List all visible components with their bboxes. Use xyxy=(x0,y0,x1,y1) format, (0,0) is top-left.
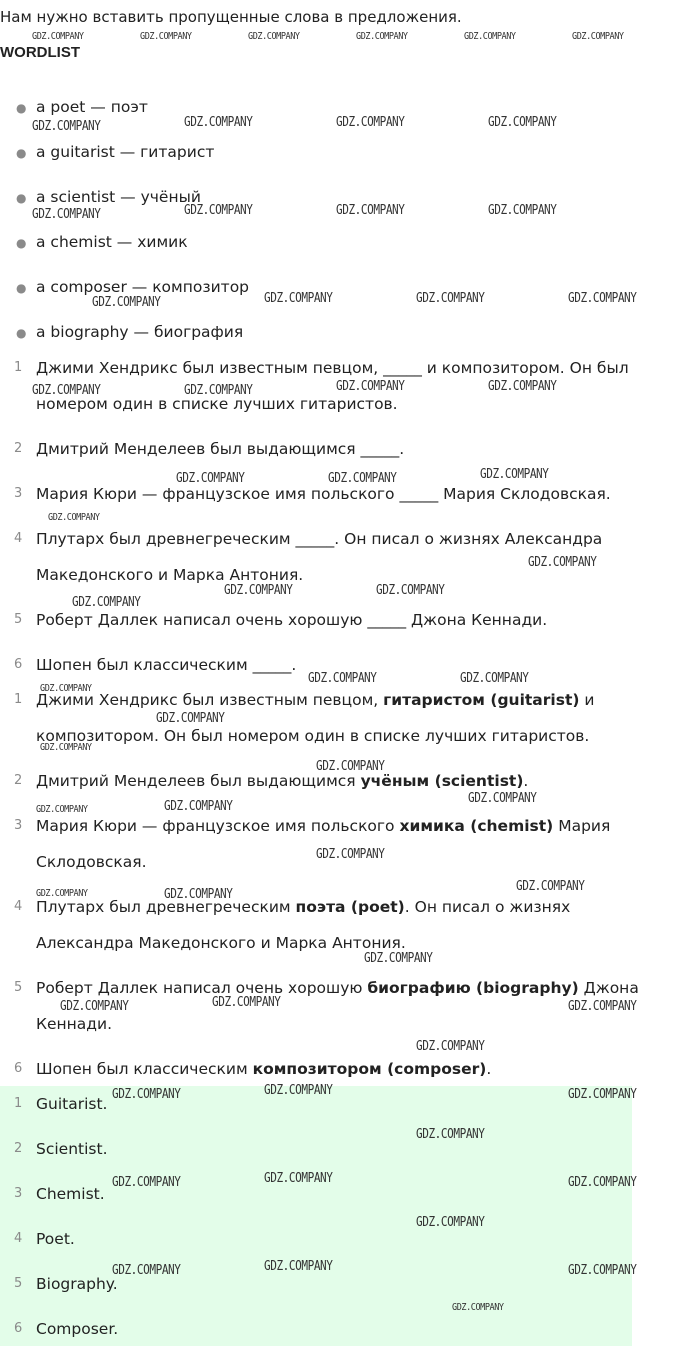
watermark: GDZ.COMPANY xyxy=(176,471,245,486)
watermark: GDZ.COMPANY xyxy=(184,203,253,218)
watermark: GDZ.COMPANY xyxy=(264,1259,333,1274)
watermark: GDZ.COMPANY xyxy=(336,203,405,218)
watermark: GDZ.COMPANY xyxy=(568,1175,637,1190)
wordlist-title: WORDLIST xyxy=(0,44,80,61)
watermark: GDZ.COMPANY xyxy=(264,1171,333,1186)
watermark: GDZ.COMPANY xyxy=(328,471,397,486)
watermark: GDZ.COMPANY xyxy=(140,31,192,42)
watermark: GDZ.COMPANY xyxy=(416,291,485,306)
watermark: GDZ.COMPANY xyxy=(464,31,516,42)
answers-highlight xyxy=(0,1086,632,1346)
watermark: GDZ.COMPANY xyxy=(212,995,281,1010)
watermark: GDZ.COMPANY xyxy=(184,383,253,398)
watermark: GDZ.COMPANY xyxy=(36,888,88,899)
watermark: GDZ.COMPANY xyxy=(32,207,101,222)
watermark: GDZ.COMPANY xyxy=(264,1083,333,1098)
watermark: GDZ.COMPANY xyxy=(568,1087,637,1102)
bullet-icon: ● xyxy=(16,236,27,250)
watermark: GDZ.COMPANY xyxy=(480,467,549,482)
watermark: GDZ.COMPANY xyxy=(60,999,129,1014)
wordlist-item: ● a composer — композитор xyxy=(16,278,250,296)
watermark: GDZ.COMPANY xyxy=(488,203,557,218)
watermark: GDZ.COMPANY xyxy=(488,379,557,394)
watermark: GDZ.COMPANY xyxy=(568,999,637,1014)
wordlist-item: ● a poet — поэт xyxy=(16,98,148,116)
wordlist-item: ● a scientist — учёный xyxy=(16,188,201,206)
watermark: GDZ.COMPANY xyxy=(568,291,637,306)
wordlist-item: ● a guitarist — гитарист xyxy=(16,143,215,161)
watermark: GDZ.COMPANY xyxy=(112,1087,181,1102)
watermark: GDZ.COMPANY xyxy=(112,1175,181,1190)
watermark: GDZ.COMPANY xyxy=(32,119,101,134)
watermark: GDZ.COMPANY xyxy=(156,711,225,726)
bullet-icon: ● xyxy=(16,281,27,295)
bullet-icon: ● xyxy=(16,326,27,340)
bullet-icon: ● xyxy=(16,101,27,115)
watermark: GDZ.COMPANY xyxy=(248,31,300,42)
wordlist-item: ● a biography — биография xyxy=(16,323,244,341)
wordlist-item: ● a chemist — химик xyxy=(16,233,188,251)
watermark: GDZ.COMPANY xyxy=(468,791,537,806)
watermark: GDZ.COMPANY xyxy=(364,951,433,966)
watermark: GDZ.COMPANY xyxy=(336,115,405,130)
watermark: GDZ.COMPANY xyxy=(92,295,161,310)
watermark: GDZ.COMPANY xyxy=(32,31,84,42)
watermark: GDZ.COMPANY xyxy=(40,683,92,694)
watermark: GDZ.COMPANY xyxy=(416,1127,485,1142)
watermark: GDZ.COMPANY xyxy=(164,799,233,814)
watermark: GDZ.COMPANY xyxy=(416,1039,485,1054)
watermark: GDZ.COMPANY xyxy=(316,759,385,774)
watermark: GDZ.COMPANY xyxy=(488,115,557,130)
watermark: GDZ.COMPANY xyxy=(308,671,377,686)
watermark: GDZ.COMPANY xyxy=(336,379,405,394)
watermark: GDZ.COMPANY xyxy=(164,887,233,902)
watermark: GDZ.COMPANY xyxy=(356,31,408,42)
watermark: GDZ.COMPANY xyxy=(72,595,141,610)
watermark: GDZ.COMPANY xyxy=(572,31,624,42)
watermark: GDZ.COMPANY xyxy=(36,804,88,815)
watermark: GDZ.COMPANY xyxy=(452,1302,504,1313)
watermark: GDZ.COMPANY xyxy=(528,555,597,570)
watermark: GDZ.COMPANY xyxy=(112,1263,181,1278)
watermark: GDZ.COMPANY xyxy=(516,879,585,894)
bullet-icon: ● xyxy=(16,191,27,205)
watermark: GDZ.COMPANY xyxy=(376,583,445,598)
watermark: GDZ.COMPANY xyxy=(264,291,333,306)
watermark: GDZ.COMPANY xyxy=(316,847,385,862)
watermark: GDZ.COMPANY xyxy=(224,583,293,598)
watermark: GDZ.COMPANY xyxy=(40,742,92,753)
watermark: GDZ.COMPANY xyxy=(184,115,253,130)
watermark: GDZ.COMPANY xyxy=(48,512,100,523)
watermark: GDZ.COMPANY xyxy=(460,671,529,686)
watermark: GDZ.COMPANY xyxy=(416,1215,485,1230)
intro-text: Нам нужно вставить пропущенные слова в предложения. xyxy=(0,8,462,26)
bullet-icon: ● xyxy=(16,146,27,160)
watermark: GDZ.COMPANY xyxy=(32,383,101,398)
watermark: GDZ.COMPANY xyxy=(568,1263,637,1278)
